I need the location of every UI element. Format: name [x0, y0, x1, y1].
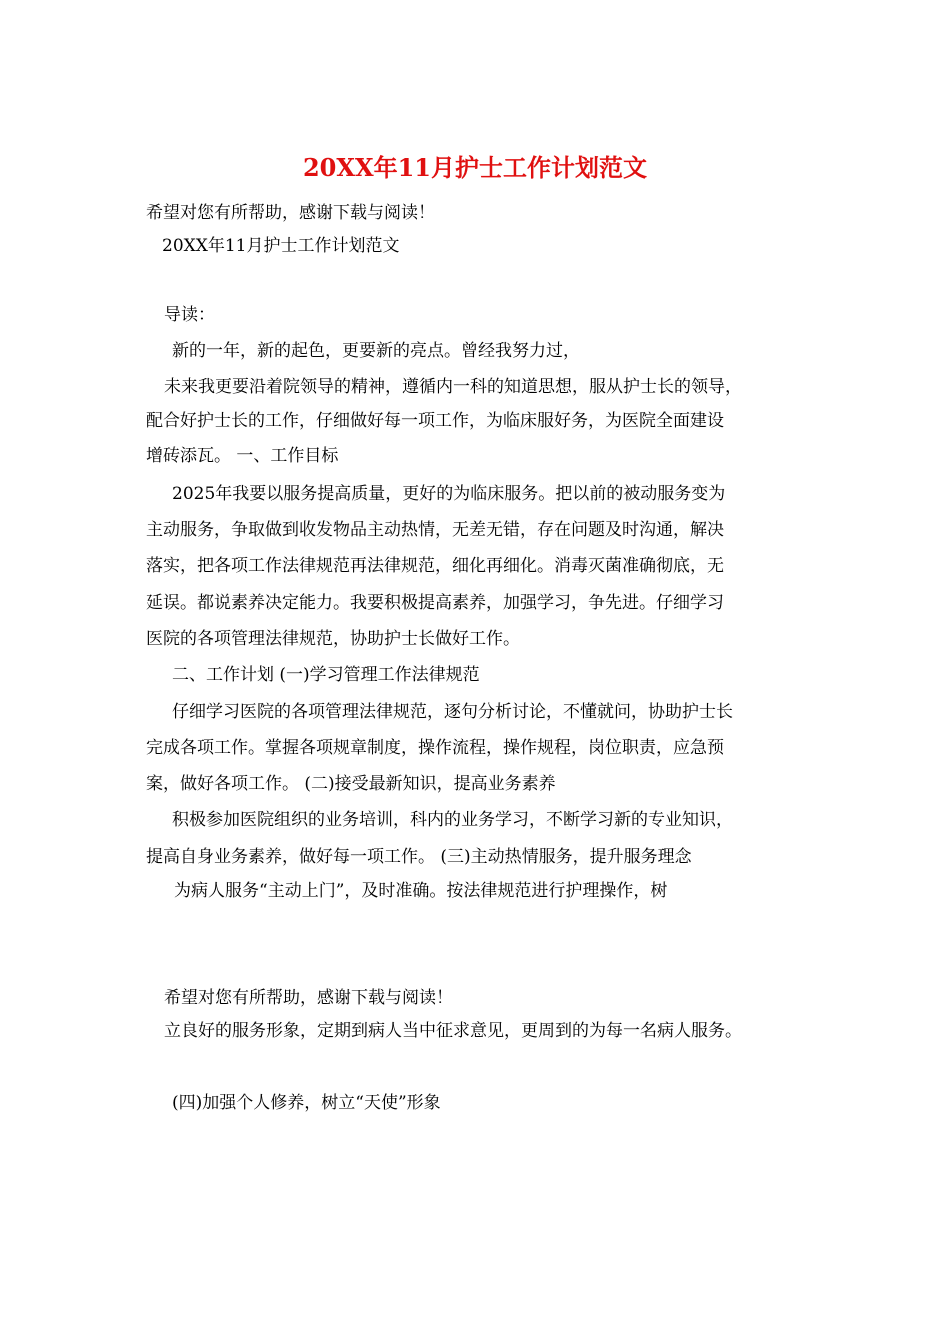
- continuation-line: 立良好的服务形象，定期到病人当中征求意见，更周到的为每一名病人服务。: [164, 1021, 742, 1041]
- body-line: 配合好护士长的工作，仔细做好每一项工作，为临床服好务，为医院全面建设: [146, 411, 724, 431]
- body-line: 主动服务，争取做到收发物品主动热情，无差无错，存在问题及时沟通，解决: [146, 520, 724, 540]
- section-heading: (四)加强个人修养，树立“天使”形象: [172, 1093, 441, 1113]
- body-line: 2025年我要以服务提高质量，更好的为临床服务。把以前的被动服务变为: [172, 484, 726, 504]
- body-line: 提高自身业务素养，做好每一项工作。 (三)主动热情服务，提升服务理念: [146, 847, 692, 867]
- body-line: 落实，把各项工作法律规范再法律规范，细化再细化。消毒灭菌准确彻底，无: [146, 556, 724, 576]
- body-line: 为病人服务“主动上门”，及时准确。按法律规范进行护理操作，树: [174, 881, 668, 901]
- body-line: 完成各项工作。掌握各项规章制度，操作流程，操作规程，岗位职责，应急预: [146, 738, 724, 758]
- body-line: 延误。都说素养决定能力。我要积极提高素养，加强学习，争先进。仔细学习: [146, 593, 724, 613]
- intro-label: 导读：: [164, 305, 215, 325]
- document-title: 20XX年11月护士工作计划范文: [302, 153, 648, 182]
- thanks-note-top: 希望对您有所帮助，感谢下载与阅读！: [146, 203, 435, 223]
- body-line: 未来我更要沿着院领导的精神，遵循内一科的知道思想，服从护士长的领导，: [164, 377, 742, 397]
- body-line: 新的一年，新的起色，更要新的亮点。曾经我努力过，: [172, 341, 580, 361]
- body-line: 医院的各项管理法律规范，协助护士长做好工作。: [146, 629, 520, 649]
- section-heading: 二、工作计划 (一)学习管理工作法律规范: [172, 665, 480, 685]
- thanks-note-bottom: 希望对您有所帮助，感谢下载与阅读！: [164, 988, 453, 1008]
- body-line: 积极参加医院组织的业务培训，科内的业务学习，不断学习新的专业知识，: [172, 810, 733, 830]
- body-line: 仔细学习医院的各项管理法律规范，逐句分析讨论，不懂就问，协助护士长: [172, 702, 733, 722]
- body-line: 增砖添瓦。 一、工作目标: [146, 446, 339, 466]
- body-line: 案，做好各项工作。 (二)接受最新知识，提高业务素养: [146, 774, 556, 794]
- document-subtitle: 20XX年11月护士工作计划范文: [162, 236, 400, 256]
